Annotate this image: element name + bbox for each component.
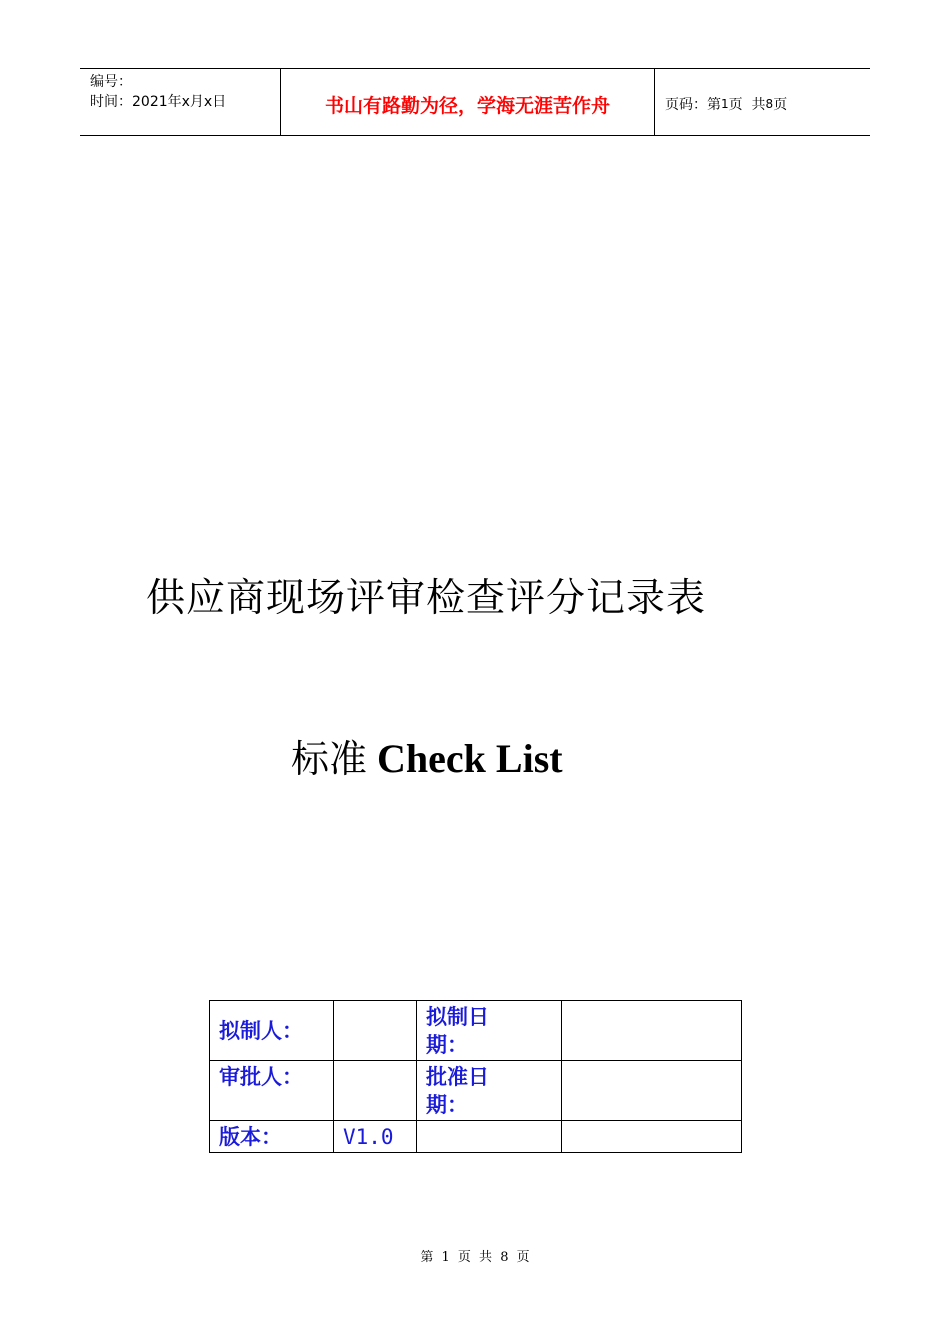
draft-date-value [562, 1001, 742, 1061]
approve-date-label [417, 1061, 562, 1121]
drafter-value [334, 1001, 417, 1061]
document-time-label: 时间：2021年x月x日 [90, 94, 227, 110]
approval-table [209, 1000, 742, 1153]
header-meta-cell [80, 69, 281, 135]
draft-date-label-line1: 拟制日 [426, 1005, 489, 1029]
approve-date-label-line2: 期： [426, 1093, 468, 1117]
table-row [210, 1121, 742, 1153]
version-extra-cell-1 [417, 1121, 562, 1153]
drafter-label: 拟制人： [210, 1001, 334, 1061]
version-value: V1.0 [334, 1121, 417, 1153]
page-header [80, 68, 870, 136]
page-label-middle: 页 共 [728, 97, 766, 113]
page-current-number: 1 [721, 97, 729, 111]
reviewer-label: 审批人： [210, 1061, 334, 1121]
header-page-cell [655, 69, 870, 135]
page-total-number: 8 [765, 97, 774, 111]
version-extra-cell-2 [562, 1121, 742, 1153]
document-number-label: 编号： [90, 74, 132, 90]
draft-date-label [417, 1001, 562, 1061]
table-row [210, 1001, 742, 1061]
page-footer: 第 1 页 共 8 页 [420, 1250, 530, 1265]
header-motto: 书山有路勤为径，学海无涯苦作舟 [324, 94, 610, 117]
reviewer-value [334, 1061, 417, 1121]
draft-date-label-line2: 期： [426, 1033, 468, 1057]
subtitle-cjk: 标准 [291, 737, 368, 781]
approve-date-label-line1: 批准日 [426, 1065, 489, 1089]
table-row [210, 1061, 742, 1121]
page-label-suffix: 页 [773, 97, 788, 113]
approve-date-value [562, 1061, 742, 1121]
document-subtitle [291, 728, 563, 783]
subtitle-latin: Check List [377, 736, 563, 781]
page-label-prefix: 页码：第 [665, 97, 721, 113]
document-title: 供应商现场评审检查评分记录表 [146, 576, 707, 621]
version-label: 版本： [210, 1121, 334, 1153]
header-motto-cell [281, 69, 655, 135]
